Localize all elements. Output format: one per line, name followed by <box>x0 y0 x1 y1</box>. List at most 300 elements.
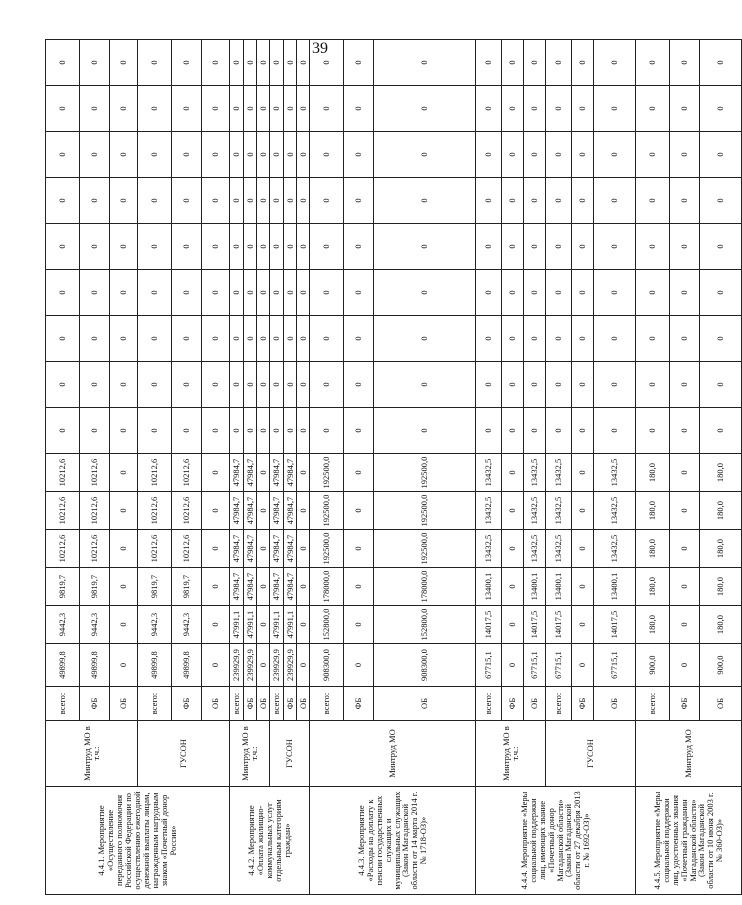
value-cell: 0 <box>244 132 257 178</box>
value-cell: 192500,0 <box>310 492 344 530</box>
rotated-table-wrapper <box>45 40 726 895</box>
value-cell: 0 <box>700 86 742 132</box>
value-cell: 0 <box>670 568 700 606</box>
value-cell: 0 <box>110 606 138 644</box>
value-cell: 0 <box>257 40 270 86</box>
value-cell: 0 <box>230 270 244 316</box>
value-cell: 0 <box>594 316 636 362</box>
value-cell: 0 <box>230 178 244 224</box>
value-cell: 0 <box>670 492 700 530</box>
value-cell: 0 <box>670 408 700 454</box>
value-cell: 0 <box>297 132 310 178</box>
funding-source-cell: ФБ <box>344 687 374 721</box>
value-cell: 0 <box>297 86 310 132</box>
value-cell: 239929,9 <box>270 644 284 687</box>
value-cell: 0 <box>138 132 172 178</box>
budget-table <box>45 39 742 895</box>
funding-source-cell: всего: <box>476 687 502 721</box>
value-cell: 0 <box>700 178 742 224</box>
value-cell: 0 <box>700 224 742 270</box>
value-cell: 0 <box>297 492 310 530</box>
value-cell: 0 <box>80 132 110 178</box>
value-cell: 0 <box>670 530 700 568</box>
value-cell: 0 <box>344 644 374 687</box>
value-cell: 13432,5 <box>524 530 546 568</box>
value-cell: 0 <box>572 530 594 568</box>
value-cell: 0 <box>172 178 202 224</box>
measure-name-cell: 4.4.1. Мероприятие «Осуществление переданного полномочия Российской Федерации по осуществлению ежегодной денежной выплаты лицам, награжденным нагрудным знаком «Почетный донор России» <box>46 787 230 895</box>
value-cell: 0 <box>284 362 297 408</box>
value-cell: 0 <box>310 40 344 86</box>
value-cell: 0 <box>230 316 244 362</box>
value-cell: 0 <box>344 132 374 178</box>
value-cell: 0 <box>270 132 284 178</box>
value-cell: 9819,7 <box>46 568 80 606</box>
value-cell: 0 <box>297 568 310 606</box>
value-cell: 152800,0 <box>374 606 476 644</box>
funding-source-cell: ФБ <box>80 687 110 721</box>
value-cell: 0 <box>572 224 594 270</box>
value-cell: 0 <box>257 568 270 606</box>
value-cell: 0 <box>110 362 138 408</box>
value-cell: 0 <box>546 408 572 454</box>
value-cell: 67715,1 <box>476 644 502 687</box>
value-cell: 0 <box>344 530 374 568</box>
value-cell: 47984,7 <box>244 454 257 492</box>
value-cell: 0 <box>230 408 244 454</box>
value-cell: 0 <box>636 40 670 86</box>
value-cell: 0 <box>80 362 110 408</box>
value-cell: 0 <box>80 40 110 86</box>
value-cell: 180,0 <box>700 454 742 492</box>
value-cell: 0 <box>257 362 270 408</box>
value-cell: 0 <box>572 178 594 224</box>
value-cell: 0 <box>172 224 202 270</box>
funding-source-cell: ОБ <box>374 687 476 721</box>
value-cell: 47984,7 <box>284 568 297 606</box>
value-cell: 47984,7 <box>284 492 297 530</box>
value-cell: 0 <box>572 454 594 492</box>
table-row <box>310 40 344 895</box>
value-cell: 0 <box>524 86 546 132</box>
value-cell: 0 <box>310 132 344 178</box>
funding-source-cell: ФБ <box>244 687 257 721</box>
value-cell: 0 <box>502 530 524 568</box>
value-cell: 0 <box>502 224 524 270</box>
value-cell: 0 <box>344 178 374 224</box>
funding-source-cell: ОБ <box>110 687 138 721</box>
value-cell: 0 <box>297 178 310 224</box>
value-cell: 0 <box>257 644 270 687</box>
value-cell: 0 <box>172 40 202 86</box>
value-cell: 0 <box>502 316 524 362</box>
value-cell: 0 <box>524 316 546 362</box>
value-cell: 0 <box>257 408 270 454</box>
value-cell: 0 <box>546 270 572 316</box>
measure-name-cell: 4.4.2. Мероприятие «Оплата жилищно-коммунальных услуг отдельным категориям граждан» <box>230 787 310 895</box>
value-cell: 49899,8 <box>172 644 202 687</box>
value-cell: 14017,5 <box>524 606 546 644</box>
value-cell: 192500,0 <box>374 454 476 492</box>
value-cell: 47991,1 <box>244 606 257 644</box>
executor-cell: Минтруд МО в т.ч.: <box>230 721 270 787</box>
funding-source-cell: всего: <box>46 687 80 721</box>
table-row <box>230 40 244 895</box>
value-cell: 0 <box>230 40 244 86</box>
funding-source-cell: ФБ <box>572 687 594 721</box>
value-cell: 0 <box>344 316 374 362</box>
funding-source-cell: ФБ <box>502 687 524 721</box>
value-cell: 13432,5 <box>476 454 502 492</box>
value-cell: 0 <box>244 362 257 408</box>
value-cell: 0 <box>230 132 244 178</box>
value-cell: 0 <box>110 132 138 178</box>
value-cell: 180,0 <box>700 492 742 530</box>
value-cell: 0 <box>110 178 138 224</box>
value-cell: 0 <box>344 568 374 606</box>
value-cell: 47991,1 <box>270 606 284 644</box>
value-cell: 0 <box>636 86 670 132</box>
value-cell: 0 <box>310 316 344 362</box>
value-cell: 0 <box>80 316 110 362</box>
value-cell: 0 <box>310 270 344 316</box>
value-cell: 0 <box>700 40 742 86</box>
value-cell: 13432,5 <box>546 492 572 530</box>
value-cell: 0 <box>594 40 636 86</box>
value-cell: 10212,6 <box>46 530 80 568</box>
value-cell: 0 <box>297 606 310 644</box>
value-cell: 0 <box>700 270 742 316</box>
value-cell: 0 <box>502 408 524 454</box>
value-cell: 0 <box>138 86 172 132</box>
value-cell: 9442,3 <box>46 606 80 644</box>
value-cell: 0 <box>594 362 636 408</box>
value-cell: 13400,1 <box>524 568 546 606</box>
value-cell: 0 <box>244 86 257 132</box>
value-cell: 0 <box>202 270 230 316</box>
value-cell: 0 <box>344 362 374 408</box>
value-cell: 13432,5 <box>524 454 546 492</box>
value-cell: 0 <box>374 132 476 178</box>
value-cell: 0 <box>572 270 594 316</box>
value-cell: 908300,0 <box>310 644 344 687</box>
value-cell: 67715,1 <box>546 644 572 687</box>
value-cell: 0 <box>476 40 502 86</box>
value-cell: 10212,6 <box>80 454 110 492</box>
table-row <box>546 40 572 895</box>
value-cell: 0 <box>374 178 476 224</box>
funding-source-cell: ОБ <box>594 687 636 721</box>
value-cell: 0 <box>244 40 257 86</box>
value-cell: 239929,9 <box>244 644 257 687</box>
value-cell: 0 <box>138 224 172 270</box>
value-cell: 0 <box>524 178 546 224</box>
value-cell: 0 <box>546 132 572 178</box>
value-cell: 47984,7 <box>284 454 297 492</box>
value-cell: 13432,5 <box>476 492 502 530</box>
value-cell: 10212,6 <box>172 530 202 568</box>
value-cell: 192500,0 <box>374 492 476 530</box>
value-cell: 0 <box>546 178 572 224</box>
value-cell: 0 <box>80 86 110 132</box>
value-cell: 0 <box>110 224 138 270</box>
value-cell: 0 <box>310 178 344 224</box>
value-cell: 0 <box>172 132 202 178</box>
value-cell: 180,0 <box>636 568 670 606</box>
value-cell: 0 <box>284 224 297 270</box>
value-cell: 0 <box>374 362 476 408</box>
value-cell: 0 <box>636 316 670 362</box>
value-cell: 0 <box>594 224 636 270</box>
value-cell: 47984,7 <box>244 492 257 530</box>
value-cell: 0 <box>476 270 502 316</box>
value-cell: 0 <box>110 86 138 132</box>
value-cell: 0 <box>310 362 344 408</box>
value-cell: 0 <box>172 270 202 316</box>
value-cell: 0 <box>502 644 524 687</box>
value-cell: 0 <box>502 40 524 86</box>
value-cell: 0 <box>297 362 310 408</box>
value-cell: 0 <box>46 132 80 178</box>
value-cell: 0 <box>110 270 138 316</box>
value-cell: 0 <box>636 408 670 454</box>
value-cell: 0 <box>594 178 636 224</box>
value-cell: 47984,7 <box>230 454 244 492</box>
value-cell: 13432,5 <box>476 530 502 568</box>
value-cell: 0 <box>202 362 230 408</box>
value-cell: 192500,0 <box>310 454 344 492</box>
value-cell: 0 <box>374 270 476 316</box>
value-cell: 0 <box>297 530 310 568</box>
value-cell: 0 <box>80 270 110 316</box>
value-cell: 0 <box>138 178 172 224</box>
value-cell: 0 <box>572 606 594 644</box>
value-cell: 0 <box>202 454 230 492</box>
value-cell: 0 <box>636 224 670 270</box>
value-cell: 0 <box>270 224 284 270</box>
value-cell: 900,0 <box>700 644 742 687</box>
value-cell: 0 <box>172 408 202 454</box>
value-cell: 0 <box>284 270 297 316</box>
value-cell: 0 <box>297 454 310 492</box>
value-cell: 47984,7 <box>270 454 284 492</box>
executor-cell: ГУСОН <box>138 721 230 787</box>
value-cell: 0 <box>230 362 244 408</box>
value-cell: 0 <box>138 40 172 86</box>
value-cell: 0 <box>257 132 270 178</box>
value-cell: 0 <box>572 492 594 530</box>
value-cell: 10212,6 <box>80 492 110 530</box>
value-cell: 47984,7 <box>230 492 244 530</box>
value-cell: 0 <box>202 132 230 178</box>
funding-source-cell: всего: <box>138 687 172 721</box>
value-cell: 0 <box>257 492 270 530</box>
value-cell: 0 <box>284 40 297 86</box>
value-cell: 0 <box>670 606 700 644</box>
value-cell: 47991,1 <box>230 606 244 644</box>
value-cell: 13432,5 <box>594 530 636 568</box>
value-cell: 0 <box>670 86 700 132</box>
measure-name-cell: 4.4.4. Мероприятие «Меры социальной поддержки лиц, имеющих звание «Почетный донор Магаданской области» (Закон Магаданской области от 27 декабря 2013 г. № 1692-ОЗ)» <box>476 787 636 895</box>
value-cell: 0 <box>46 178 80 224</box>
value-cell: 152800,0 <box>310 606 344 644</box>
value-cell: 0 <box>476 362 502 408</box>
value-cell: 47984,7 <box>230 530 244 568</box>
value-cell: 0 <box>202 492 230 530</box>
value-cell: 9442,3 <box>172 606 202 644</box>
value-cell: 0 <box>244 270 257 316</box>
value-cell: 0 <box>670 270 700 316</box>
table-row <box>270 40 284 895</box>
table-row <box>46 40 80 895</box>
table-body <box>46 40 742 895</box>
value-cell: 13400,1 <box>594 568 636 606</box>
measure-name-cell: 4.4.5. Мероприятие «Меры социальной поддержки лиц, удостоенных звания «Почетный гражданин Магаданской области» (Закон Магаданской области от 10 июня 2003 г. № 360-ОЗ)» <box>636 787 742 895</box>
value-cell: 0 <box>202 224 230 270</box>
value-cell: 0 <box>636 362 670 408</box>
value-cell: 0 <box>670 454 700 492</box>
value-cell: 0 <box>297 316 310 362</box>
value-cell: 0 <box>374 86 476 132</box>
value-cell: 0 <box>46 270 80 316</box>
value-cell: 0 <box>284 178 297 224</box>
value-cell: 0 <box>270 408 284 454</box>
funding-source-cell: всего: <box>230 687 244 721</box>
value-cell: 9442,3 <box>138 606 172 644</box>
value-cell: 47991,1 <box>284 606 297 644</box>
value-cell: 0 <box>297 408 310 454</box>
value-cell: 0 <box>502 568 524 606</box>
value-cell: 0 <box>502 270 524 316</box>
value-cell: 0 <box>202 86 230 132</box>
table-row <box>636 40 670 895</box>
value-cell: 0 <box>46 86 80 132</box>
page-number: 39 <box>312 40 328 57</box>
value-cell: 0 <box>670 132 700 178</box>
value-cell: 0 <box>502 492 524 530</box>
value-cell: 0 <box>502 454 524 492</box>
value-cell: 0 <box>257 178 270 224</box>
value-cell: 192500,0 <box>374 530 476 568</box>
value-cell: 10212,6 <box>172 492 202 530</box>
value-cell: 0 <box>46 316 80 362</box>
value-cell: 0 <box>202 40 230 86</box>
value-cell: 0 <box>636 270 670 316</box>
value-cell: 0 <box>670 644 700 687</box>
value-cell: 0 <box>257 454 270 492</box>
value-cell: 0 <box>297 224 310 270</box>
value-cell: 0 <box>572 362 594 408</box>
value-cell: 0 <box>244 178 257 224</box>
table-row <box>138 40 172 895</box>
value-cell: 0 <box>670 40 700 86</box>
value-cell: 47984,7 <box>270 568 284 606</box>
value-cell: 0 <box>344 492 374 530</box>
value-cell: 0 <box>572 40 594 86</box>
value-cell: 0 <box>700 316 742 362</box>
value-cell: 0 <box>524 270 546 316</box>
value-cell: 0 <box>344 40 374 86</box>
value-cell: 0 <box>476 224 502 270</box>
value-cell: 0 <box>257 86 270 132</box>
value-cell: 0 <box>284 132 297 178</box>
executor-cell: ГУСОН <box>546 721 636 787</box>
value-cell: 0 <box>297 644 310 687</box>
value-cell: 0 <box>572 86 594 132</box>
value-cell: 0 <box>110 530 138 568</box>
value-cell: 0 <box>700 408 742 454</box>
value-cell: 0 <box>80 178 110 224</box>
value-cell: 49899,8 <box>46 644 80 687</box>
value-cell: 0 <box>502 86 524 132</box>
value-cell: 0 <box>374 224 476 270</box>
value-cell: 180,0 <box>700 568 742 606</box>
value-cell: 10212,6 <box>46 454 80 492</box>
value-cell: 0 <box>524 362 546 408</box>
value-cell: 0 <box>110 316 138 362</box>
value-cell: 0 <box>257 270 270 316</box>
value-cell: 0 <box>172 86 202 132</box>
value-cell: 0 <box>572 132 594 178</box>
value-cell: 0 <box>270 362 284 408</box>
value-cell: 0 <box>344 86 374 132</box>
value-cell: 0 <box>244 408 257 454</box>
value-cell: 67715,1 <box>524 644 546 687</box>
value-cell: 0 <box>636 132 670 178</box>
value-cell: 10212,6 <box>138 454 172 492</box>
value-cell: 0 <box>257 224 270 270</box>
value-cell: 0 <box>138 270 172 316</box>
value-cell: 0 <box>230 224 244 270</box>
value-cell: 180,0 <box>700 606 742 644</box>
value-cell: 9819,7 <box>172 568 202 606</box>
value-cell: 0 <box>110 408 138 454</box>
value-cell: 0 <box>546 224 572 270</box>
value-cell: 900,0 <box>636 644 670 687</box>
value-cell: 0 <box>594 408 636 454</box>
value-cell: 0 <box>524 40 546 86</box>
value-cell: 0 <box>502 178 524 224</box>
value-cell: 13432,5 <box>594 454 636 492</box>
value-cell: 13400,1 <box>546 568 572 606</box>
value-cell: 0 <box>138 408 172 454</box>
value-cell: 0 <box>46 408 80 454</box>
value-cell: 0 <box>476 408 502 454</box>
value-cell: 0 <box>46 362 80 408</box>
value-cell: 49899,8 <box>80 644 110 687</box>
value-cell: 13432,5 <box>546 454 572 492</box>
value-cell: 0 <box>344 270 374 316</box>
value-cell: 0 <box>46 40 80 86</box>
value-cell: 180,0 <box>636 606 670 644</box>
value-cell: 239929,9 <box>230 644 244 687</box>
value-cell: 0 <box>138 316 172 362</box>
measure-name-cell: 4.4.3. Мероприятие «Расходы на доплату к пенсии государственных служащих и муниципальных служащих (Закон Магаданской области от 14 марта 2014 г. № 1718-ОЗ)» <box>310 787 476 895</box>
value-cell: 9819,7 <box>80 568 110 606</box>
funding-source-cell: ОБ <box>524 687 546 721</box>
value-cell: 180,0 <box>636 492 670 530</box>
value-cell: 14017,5 <box>594 606 636 644</box>
value-cell: 0 <box>374 40 476 86</box>
executor-cell: Минтруд МО в т.ч.: <box>476 721 546 787</box>
value-cell: 0 <box>110 454 138 492</box>
value-cell: 0 <box>546 362 572 408</box>
value-cell: 47984,7 <box>284 530 297 568</box>
executor-cell: Минтруд МО <box>636 721 742 787</box>
value-cell: 13432,5 <box>524 492 546 530</box>
value-cell: 10212,6 <box>138 530 172 568</box>
value-cell: 0 <box>297 40 310 86</box>
